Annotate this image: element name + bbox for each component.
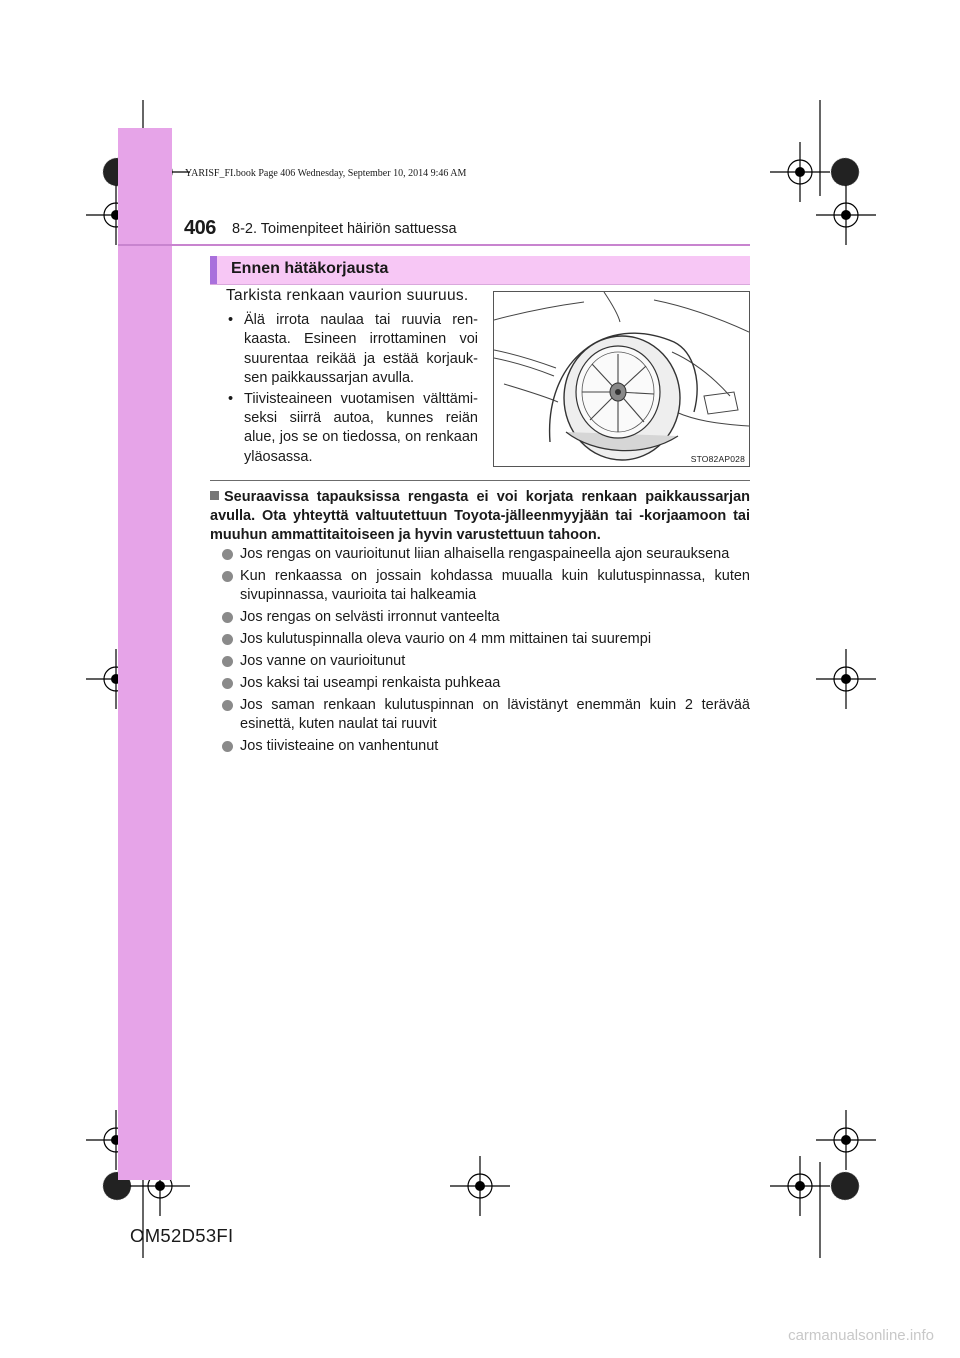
list-item-text: Jos rengas on selvästi irronnut vanteelta	[240, 609, 500, 625]
list-item-text: Jos kulutuspinnalla oleva vaurio on 4 mm mittainen tai suurempi	[240, 631, 652, 647]
list-item-text: Älä irrota naulaa tai ruuvia renkaasta. Esineen irrottaminen voi suurentaa reikää ja estää korjauksen paikkaussarjan avulla.	[244, 312, 478, 387]
banner-rule	[210, 284, 750, 285]
conditions-heading-text: Seuraavissa tapauksissa rengasta ei voi korjata renkaan paikkaussarjan avulla. Ota yhteyttä valtuutettuun Toyota-jälleenmyyjään tai -korjaamoon tai muuhun ammattitaitoiseen ja hyvin varustettuun tahoon.	[210, 489, 750, 543]
document-code: OM52D53FI	[130, 1225, 234, 1246]
list-item	[222, 567, 750, 605]
list-item	[222, 545, 750, 564]
circle-bullet-icon	[222, 741, 233, 752]
circle-bullet-icon	[222, 549, 233, 560]
square-bullet-icon	[210, 491, 219, 500]
flat-tire-figure	[493, 291, 750, 467]
circle-bullet-icon	[222, 612, 233, 623]
list-item	[222, 652, 750, 671]
circle-bullet-icon	[222, 700, 233, 711]
section-banner	[210, 256, 750, 284]
list-item-text: Jos rengas on vaurioitunut liian alhaisella rengaspaineella ajon seurauksena	[240, 546, 730, 562]
list-item	[222, 630, 750, 649]
list-item-text: Tiivisteaineen vuotamisen välttämiseksi siirrä autoa, kunnes reiän alue, jos se on tiedossa, on renkaan yläosassa.	[244, 390, 478, 465]
conditions-list	[222, 545, 750, 759]
banner-title: Ennen hätäkorjausta	[231, 260, 389, 277]
intro-bullets	[226, 311, 478, 468]
circle-bullet-icon	[222, 571, 233, 582]
list-item	[226, 311, 478, 389]
circle-bullet-icon	[222, 634, 233, 645]
book-info: YARISF_FI.book Page 406 Wednesday, September 10, 2014 9:46 AM	[185, 168, 467, 179]
bullet-icon: •	[228, 312, 234, 328]
list-item-text: Jos kaksi tai useampi renkaista puhkeaa	[240, 675, 501, 691]
chapter-sidebar	[118, 128, 172, 1180]
list-item-text: Jos tiivisteaine on vanhentunut	[240, 738, 439, 754]
list-item-text: Kun renkaassa on jossain kohdassa muualla kuin kulutuspinnassa, kuten sivupinnassa, vaurioita tai halkeamia	[240, 568, 750, 603]
section-divider	[210, 480, 750, 481]
list-item	[222, 737, 750, 756]
list-item	[222, 696, 750, 734]
list-item	[222, 674, 750, 693]
figure-code: STO82AP028	[690, 454, 745, 464]
list-item-text: Jos vanne on vaurioitunut	[240, 653, 406, 669]
flat-tire-illustration-icon	[494, 292, 749, 466]
page-number: 406	[184, 217, 216, 239]
header-rule	[118, 244, 750, 246]
list-item	[226, 390, 478, 468]
list-item-text: Jos saman renkaan kulutuspinnan on lävistänyt enemmän kuin 2 terävää esinettä, kuten naulat tai ruuvit	[240, 697, 750, 732]
conditions-heading	[210, 488, 750, 545]
list-item	[222, 608, 750, 627]
circle-bullet-icon	[222, 656, 233, 667]
circle-bullet-icon	[222, 678, 233, 689]
section-title: 8-2. Toimenpiteet häiriön sattuessa	[232, 221, 457, 237]
watermark: carmanualsonline.info	[788, 1327, 934, 1344]
intro-instruction: Tarkista renkaan vaurion suuruus.	[226, 287, 469, 304]
bullet-icon: •	[228, 390, 234, 407]
